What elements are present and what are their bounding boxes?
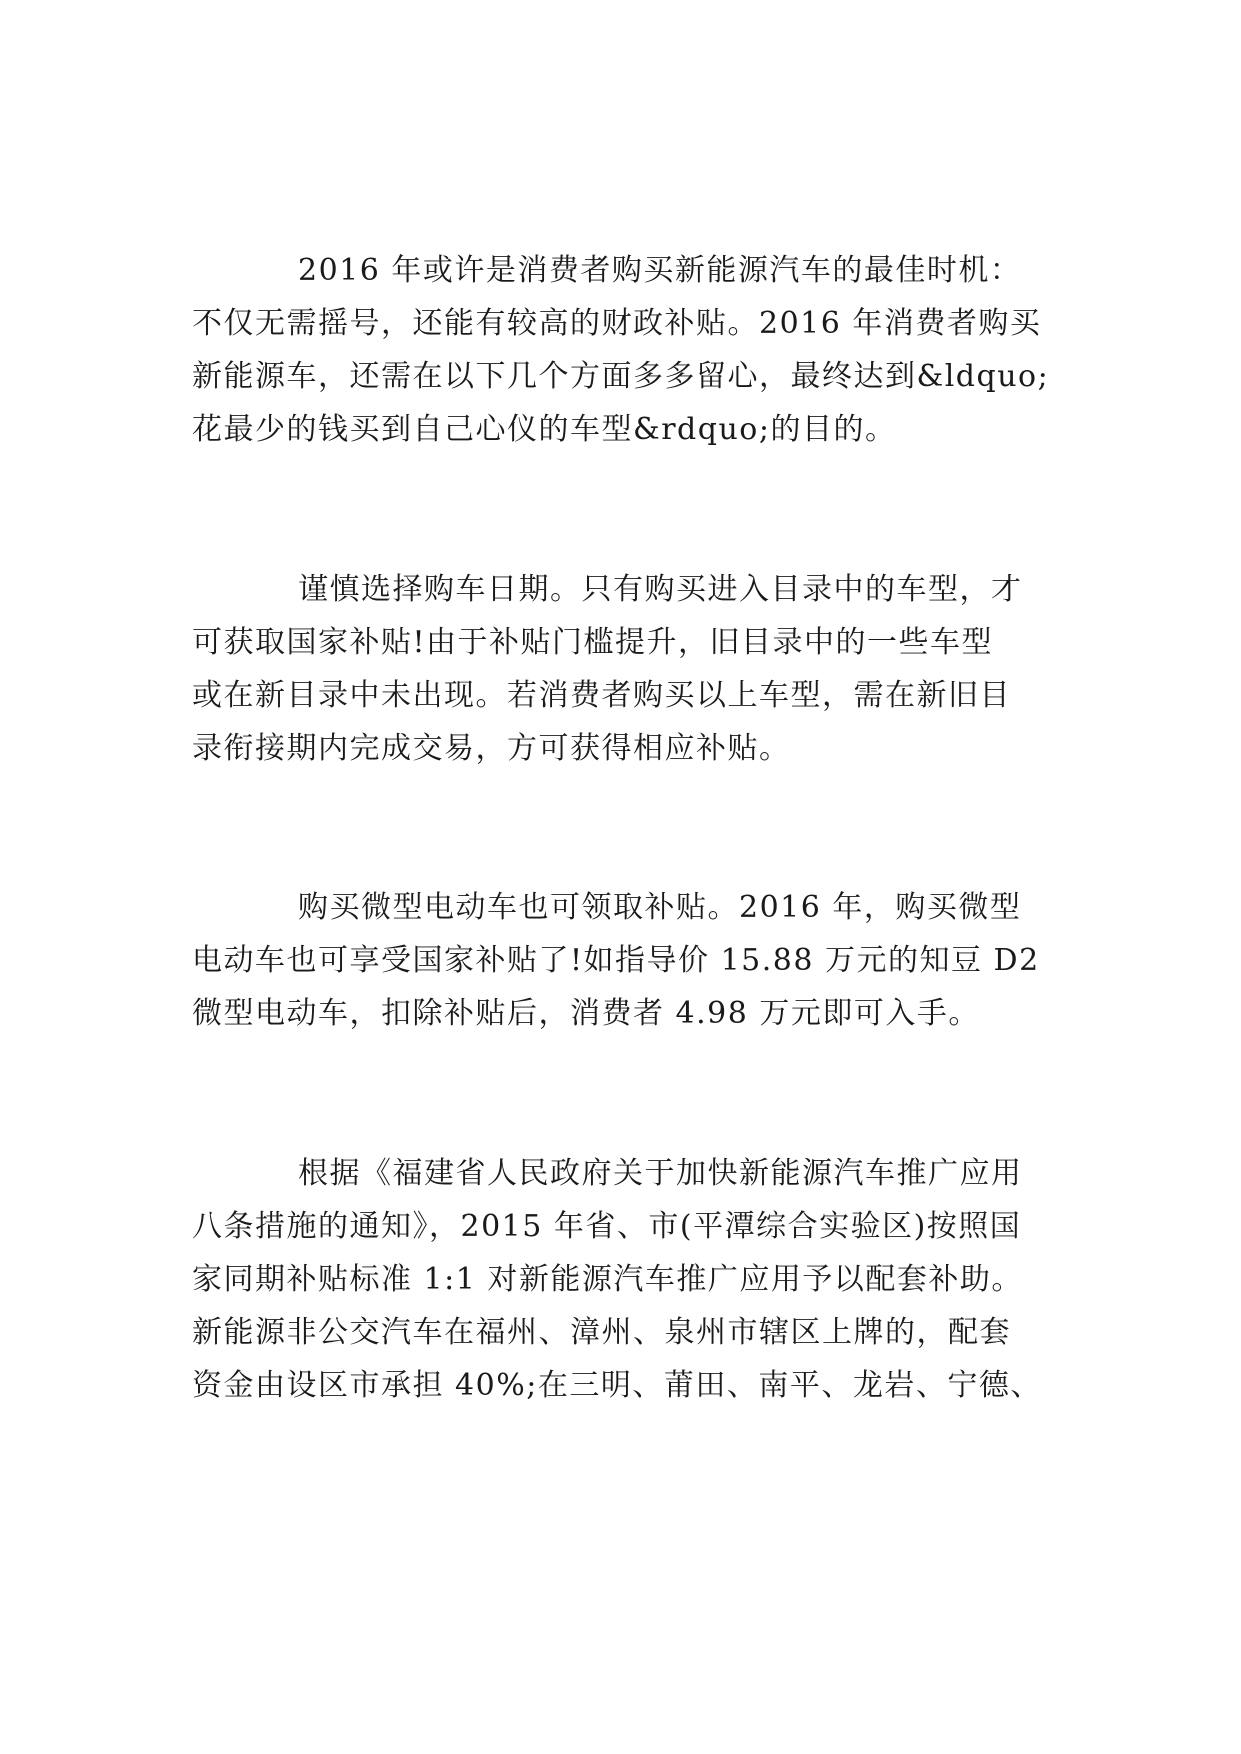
- text-line: 家同期补贴标准 1:1 对新能源汽车推广应用予以配套补助。: [192, 1262, 1023, 1297]
- text-line: 微型电动车，扣除补贴后，消费者 4.98 万元即可入手。: [192, 996, 980, 1031]
- text-line: 花最少的钱买到自己心仪的车型&rdquo;的目的。: [192, 412, 897, 447]
- text-line: 电动车也可享受国家补贴了!如指导价 15.88 万元的知豆 D2: [192, 943, 1040, 978]
- text-line: 根据《福建省人民政府关于加快新能源汽车推广应用: [298, 1156, 1023, 1191]
- text-line: 可获取国家补贴!由于补贴门槛提升，旧目录中的一些车型: [192, 625, 994, 660]
- text-line: 或在新目录中未出现。若消费者购买以上车型，需在新旧目: [192, 678, 1011, 713]
- text-line: 2016 年或许是消费者购买新能源汽车的最佳时机：: [298, 253, 1022, 288]
- text-line: 八条措施的通知》，2015 年省、市(平潭综合实验区)按照国: [192, 1209, 1022, 1244]
- text-line: 购买微型电动车也可领取补贴。2016 年，购买微型: [298, 890, 1022, 925]
- text-line: 新能源非公交汽车在福州、漳州、泉州市辖区上牌的，配套: [192, 1315, 1011, 1350]
- text-line: 资金由设区市承担 40%;在三明、莆田、南平、龙岩、宁德、: [192, 1368, 1042, 1403]
- text-line: 录衔接期内完成交易，方可获得相应补贴。: [192, 731, 791, 766]
- text-line: 不仅无需摇号，还能有较高的财政补贴。2016 年消费者购买: [192, 306, 1042, 341]
- text-line: 谨慎选择购车日期。只有购买进入目录中的车型，才: [298, 572, 1023, 607]
- text-line: 新能源车，还需在以下几个方面多多留心，最终达到&ldquo;: [192, 359, 1050, 394]
